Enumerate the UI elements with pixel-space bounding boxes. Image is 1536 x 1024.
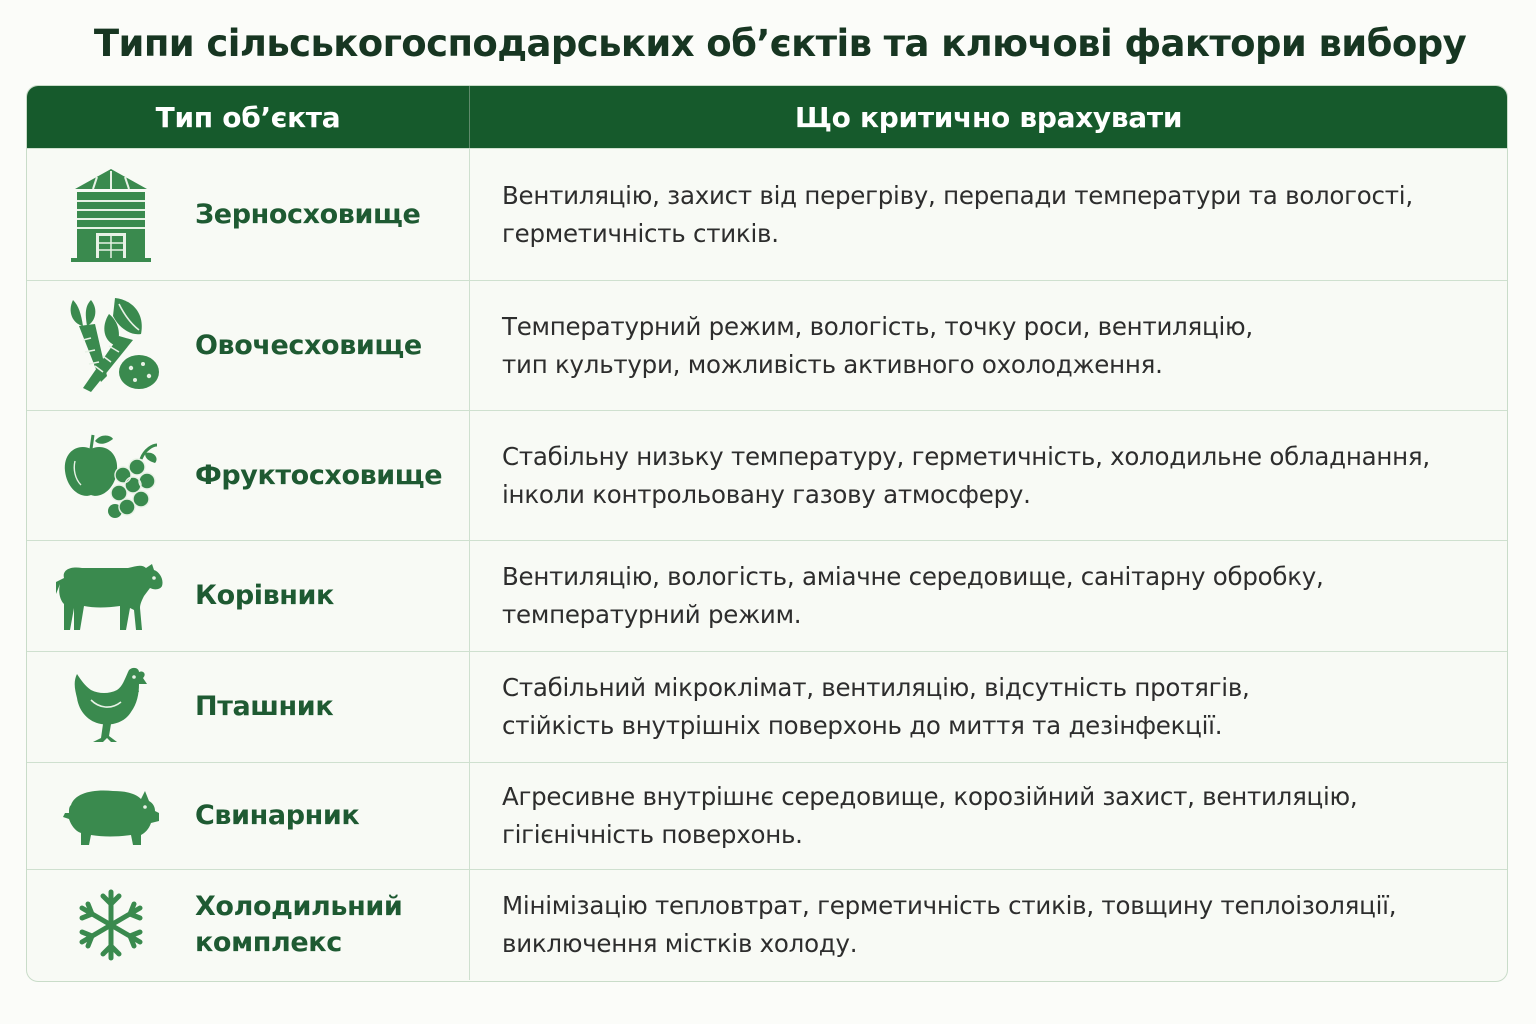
type-name: Фруктосховище	[195, 459, 443, 491]
header-type: Тип об’єкта	[27, 86, 470, 148]
desc-line: Температурний режим, вологість, точку роси, вентиляцію,	[502, 311, 1253, 341]
table-header	[27, 86, 1507, 148]
desc-line: Агресивне внутрішнє середовище, корозійний захист, вентиляцію,	[502, 782, 1358, 811]
desc-cell	[470, 411, 1507, 540]
table-row	[27, 540, 1507, 651]
type-cell	[27, 652, 470, 762]
desc-line: інколи контрольовану газову атмосферу.	[502, 479, 1031, 509]
table-row	[27, 148, 1507, 280]
cow-icon	[27, 560, 195, 632]
desc-cell	[470, 149, 1507, 280]
desc-line: Вентиляцію, захист від перегріву, перепади температури та вологості,	[502, 180, 1413, 210]
desc-cell	[470, 281, 1507, 410]
type-name	[195, 889, 402, 961]
desc-line: Мінімізацію тепловтрат, герметичність стиків, товщину теплоізоляції,	[502, 891, 1397, 920]
page-title: Типи сільськогосподарських об’єктів та ключові фактори вибору	[93, 22, 1467, 65]
type-name: Зерносховище	[195, 198, 421, 230]
type-cell	[27, 281, 470, 410]
chicken-icon	[27, 666, 195, 748]
desc-cell	[470, 763, 1507, 869]
desc-line: Стабільну низьку температуру, герметичність, холодильне обладнання,	[502, 441, 1430, 471]
factors-table	[26, 85, 1508, 982]
type-cell	[27, 411, 470, 540]
desc-line: гігієнічність поверхонь.	[502, 820, 803, 849]
silo-icon	[27, 165, 195, 265]
vegetables-icon	[27, 296, 195, 396]
type-name-line: комплекс	[195, 927, 342, 958]
desc-line: Стабільний мікроклімат, вентиляцію, відсутність протягів,	[502, 673, 1250, 702]
pig-icon	[27, 785, 195, 847]
desc-line: температурний режим.	[502, 600, 802, 629]
type-name: Свинарник	[195, 800, 360, 831]
type-name-line: Холодильний	[195, 891, 403, 922]
desc-line: Вентиляцію, вологість, аміачне середовище, санітарну обробку,	[502, 562, 1324, 591]
table-row	[27, 651, 1507, 762]
type-cell	[27, 870, 470, 980]
desc-cell	[470, 541, 1507, 651]
table-row	[27, 762, 1507, 869]
desc-cell	[470, 652, 1507, 762]
type-name: Овочесховище	[195, 329, 422, 361]
desc-cell	[470, 870, 1507, 980]
table-row	[27, 280, 1507, 410]
desc-line: тип культури, можливість активного охолодження.	[502, 349, 1163, 379]
desc-line: стійкість внутрішніх поверхонь до миття та дезінфекції.	[502, 711, 1223, 740]
desc-line: виключення містків холоду.	[502, 929, 858, 958]
type-cell	[27, 149, 470, 280]
snowflake-icon	[27, 888, 195, 962]
table-row	[27, 410, 1507, 540]
table-row	[27, 869, 1507, 980]
type-cell	[27, 763, 470, 869]
fruits-icon	[27, 431, 195, 521]
header-factors: Що критично врахувати	[794, 100, 1183, 134]
type-name: Пташник	[195, 691, 334, 722]
type-name: Корівник	[195, 580, 334, 611]
type-cell	[27, 541, 470, 651]
desc-line: герметичність стиків.	[502, 218, 779, 248]
